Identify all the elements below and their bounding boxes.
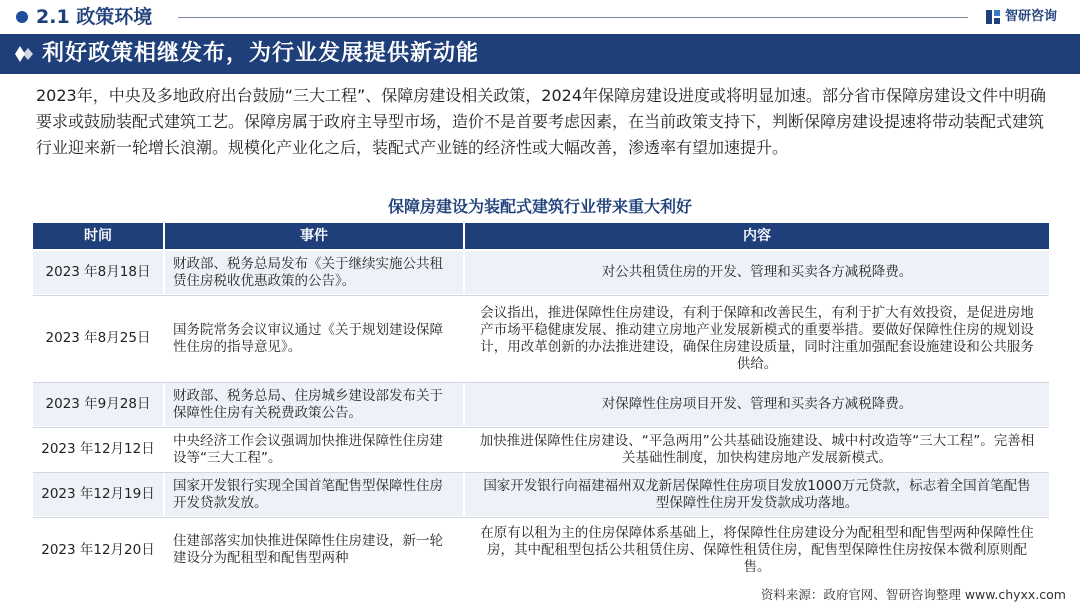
row-event: 住建部落实加快推进保障性住房建设，新一轮建设分为配租型和配售型两种 (165, 518, 463, 582)
row-content: 对保障性住房项目开发、管理和买卖各方减税降费。 (465, 383, 1049, 426)
page-title: 利好政策相继发布，为行业发展提供新动能 (42, 41, 480, 66)
row-event: 国家开发银行实现全国首笔配售型保障性住房开发贷款发放。 (165, 473, 463, 516)
source-note: 资料来源：政府官网、智研咨询整理 www.chyxx.com (760, 587, 1066, 602)
table-row (33, 251, 1049, 294)
row-content: 会议指出，推进保障性住房建设，有利于保障和改善民生，有利于扩大有效投资，是促进房地产市场平稳健康发展、推动建立房地产业发展新模式的重要举措。要做好保障性住房的规划设计，用改革创新的办法推进建设，确保住房建设质量，同时注重加强配套设施建设和公共服务供给。 (465, 296, 1049, 381)
row-time: 2023 年8月18日 (33, 251, 163, 294)
header-divider (178, 17, 968, 18)
row-time: 2023 年12月20日 (33, 518, 163, 582)
row-event: 中央经济工作会议强调加快推进保障性住房建设等“三大工程”。 (165, 428, 463, 471)
table-row (33, 473, 1049, 516)
row-time: 2023 年9月28日 (33, 383, 163, 426)
brand-logo (985, 6, 1075, 28)
section-title: 2.1 政策环境 (36, 6, 153, 28)
intro-paragraph: 2023年，中央及多地政府出台鼓励“三大工程”、保障房建设相关政策，2024年保障房建设进度或将明显加速。部分省市保障房建设文件中明确要求或鼓励装配式建筑工艺。保障房属于政府主导型市场，造价不是首要考虑因素，在当前政策支持下，判断保障房建设提速将带动装配式建筑行业迎来新一轮增长浪潮。规模化产业化之后，装配式产业链的经济性或大幅改善，渗透率有望加速提升。 (36, 86, 1047, 157)
header-event: 事件 (165, 223, 463, 249)
table-row (33, 383, 1049, 426)
row-content: 对公共租赁住房的开发、管理和买卖各方减税降费。 (465, 251, 1049, 294)
table-title: 保障房建设为装配式建筑行业带来重大利好 (387, 197, 692, 216)
header-content: 内容 (465, 223, 1049, 249)
table-row (33, 296, 1049, 381)
row-content: 加快推进保障性住房建设、“平急两用”公共基础设施建设、城中村改造等“三大工程”。完善相关基础性制度，加快构建房地产发展新模式。 (465, 428, 1049, 471)
table-row (33, 518, 1049, 582)
row-time: 2023 年12月12日 (33, 428, 163, 471)
brand-mark-icon (985, 9, 1001, 25)
row-event: 财政部、税务总局、住房城乡建设部发布关于保障性住房有关税费政策公告。 (165, 383, 463, 426)
table-header-row (33, 223, 1049, 249)
section-header (0, 0, 1080, 34)
row-event: 国务院常务会议审议通过《关于规划建设保障性住房的指导意见》。 (165, 296, 463, 381)
brand-name: 智研咨询 (1005, 9, 1058, 24)
table-row (33, 428, 1049, 471)
diamond-bullet-icon (14, 45, 34, 63)
row-time: 2023 年8月25日 (33, 296, 163, 381)
row-event: 财政部、税务总局发布《关于继续实施公共租赁住房税收优惠政策的公告》。 (165, 251, 463, 294)
bullet-dot-icon (16, 11, 28, 23)
title-banner (0, 34, 1080, 74)
row-content: 国家开发银行向福建福州双龙新居保障性住房项目发放1000万元贷款，标志着全国首笔配售型保障性住房开发贷款成功落地。 (465, 473, 1049, 516)
row-content: 在原有以租为主的住房保障体系基础上，将保障性住房建设分为配租型和配售型两种保障性住房，其中配租型包括公共租赁住房、保障性租赁住房，配售型保障性住房按保本微利原则配售。 (465, 518, 1049, 582)
row-time: 2023 年12月19日 (33, 473, 163, 516)
header-time: 时间 (33, 223, 163, 249)
